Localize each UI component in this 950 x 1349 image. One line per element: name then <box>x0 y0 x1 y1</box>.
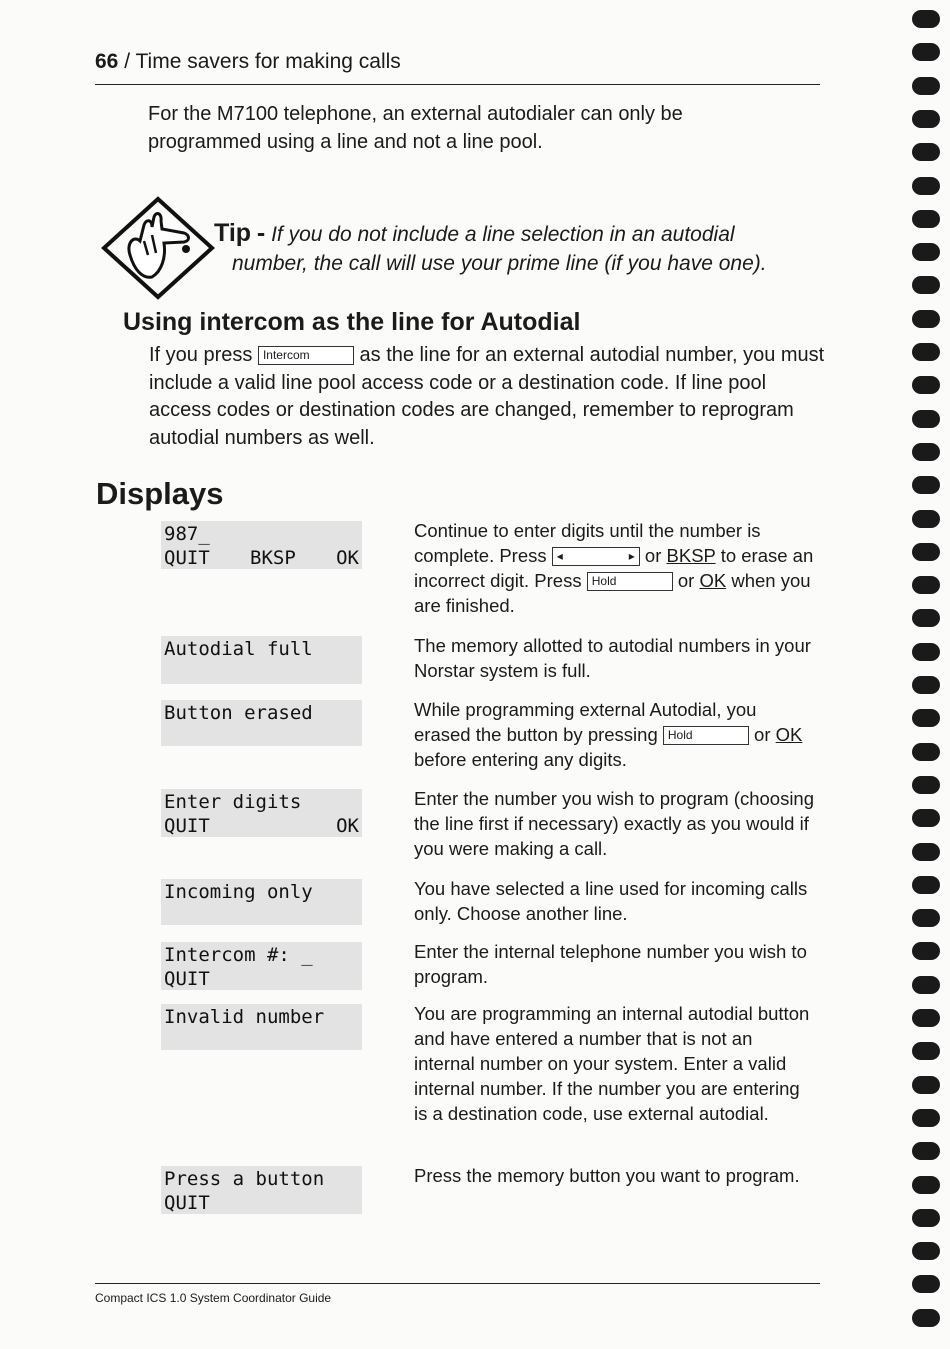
intercom-text-after: as the line for an external autodial number, you must include a valid line pool access code or a destination code. If line pool access codes or destination codes are changed, remember to reprogram autodial numbers as well. <box>149 344 825 449</box>
tip-line-2: number, the call will use your prime line (if you have one). <box>232 252 767 275</box>
softkey-quit: QUIT <box>164 815 210 837</box>
display-line: 987_ <box>164 523 210 545</box>
softkey-quit: QUIT <box>164 968 210 990</box>
binding-loop <box>912 876 940 894</box>
lcd-display <box>161 1004 362 1050</box>
softkey-quit: QUIT <box>164 547 210 569</box>
display-description: You are programming an internal autodial button and have entered a number that is not an internal number on your system. Enter a valid internal number. If the number you are entering is a destination code, use external autodial. <box>414 1003 810 1124</box>
display-description: Press the memory button you want to program. <box>414 1165 800 1186</box>
desc-text: when you are finished. <box>414 570 811 616</box>
softkey-quit: QUIT <box>164 1192 210 1214</box>
display-line: Press a button <box>164 1168 325 1190</box>
desc-text: Continue to enter digits until the number is complete. Press <box>414 520 761 566</box>
binding-loop <box>912 1176 940 1194</box>
binding-loop <box>912 243 940 261</box>
softkey-bksp: BKSP <box>250 547 296 569</box>
binding-loop <box>912 609 940 627</box>
binding-loop <box>912 177 940 195</box>
lcd-display <box>161 700 362 746</box>
desc-text: or <box>677 570 695 591</box>
tip-label: Tip <box>214 219 252 247</box>
binding-loop <box>912 476 940 494</box>
display-description <box>414 697 814 772</box>
binding-loop <box>912 310 940 328</box>
intro-paragraph: For the M7100 telephone, an external autodialer can only be programmed using a line and not a line pool. <box>148 103 683 153</box>
hold-key: Hold <box>587 572 673 591</box>
display-description: The memory allotted to autodial numbers in your Norstar system is full. <box>414 635 811 681</box>
speaker-high-icon: ▸ <box>628 549 635 563</box>
binding-loop <box>912 776 940 794</box>
lcd-display <box>161 879 362 925</box>
lcd-display <box>161 521 362 569</box>
intercom-key: Intercom <box>258 346 354 365</box>
displays-heading: Displays <box>96 476 224 511</box>
lcd-display <box>161 942 362 990</box>
binding-loop <box>912 143 940 161</box>
volume-bar-key <box>552 547 640 566</box>
display-description <box>414 518 814 618</box>
binding-loop <box>912 1275 940 1293</box>
binding-loop <box>912 1009 940 1027</box>
softkey-ok: OK <box>336 815 359 837</box>
binding-loop <box>912 843 940 861</box>
display-description: Enter the number you wish to program (choosing the line first if necessary) exactly as you would if you were making a call. <box>414 788 815 859</box>
binding-loop <box>912 909 940 927</box>
desc-text: before entering any digits. <box>414 749 627 770</box>
binding-loop <box>912 1309 940 1327</box>
binding-loop <box>912 343 940 361</box>
footer-text: Compact ICS 1.0 System Coordinator Guide <box>95 1291 332 1305</box>
binding-loop <box>912 1209 940 1227</box>
binding-loop <box>912 576 940 594</box>
binding-loop <box>912 1242 940 1260</box>
tip-callout <box>214 219 824 278</box>
display-description: You have selected a line used for incoming calls only. Choose another line. <box>414 878 808 924</box>
binding-loop <box>912 43 940 61</box>
binding-loop <box>912 410 940 428</box>
binding-loop <box>912 709 940 727</box>
section-heading-intercom: Using intercom as the line for Autodial <box>123 308 581 336</box>
tip-line-1: If you do not include a line selection in an autodial <box>271 223 735 246</box>
speaker-low-icon: ◂ <box>556 549 563 563</box>
footer-rule <box>95 1283 820 1284</box>
hand-pointer-diamond-icon <box>100 195 216 301</box>
softkey-ok: OK <box>336 547 359 569</box>
intercom-paragraph <box>149 342 829 452</box>
desc-text: to erase an incorrect digit. Press <box>414 545 814 591</box>
lcd-display <box>161 1166 362 1214</box>
display-line: Intercom #: _ <box>164 944 313 966</box>
binding-loop <box>912 1142 940 1160</box>
binding-loop <box>912 543 940 561</box>
spiral-binding <box>905 0 950 1349</box>
page-header <box>95 50 401 74</box>
header-title: / Time savers for making calls <box>124 50 401 73</box>
binding-loop <box>912 376 940 394</box>
ok-softkey-label: OK <box>775 724 803 745</box>
display-line: Enter digits <box>164 791 302 813</box>
binding-loop <box>912 643 940 661</box>
page-number: 66 <box>95 50 119 73</box>
tip-dash: - <box>256 219 266 247</box>
binding-loop <box>912 276 940 294</box>
binding-loop <box>912 510 940 528</box>
binding-loop <box>912 743 940 761</box>
binding-loop <box>912 976 940 994</box>
binding-loop <box>912 77 940 95</box>
binding-loop <box>912 942 940 960</box>
display-line: Button erased <box>164 702 313 724</box>
desc-text: or <box>644 545 662 566</box>
binding-loop <box>912 676 940 694</box>
display-line: Invalid number <box>164 1006 325 1028</box>
binding-loop <box>912 110 940 128</box>
header-rule <box>95 84 820 85</box>
display-line: Autodial full <box>164 638 313 660</box>
binding-loop <box>912 443 940 461</box>
desc-text: or <box>754 724 771 745</box>
binding-loop <box>912 10 940 28</box>
desc-text: While programming external Autodial, you erased the button by pressing <box>414 699 757 745</box>
binding-loop <box>912 1109 940 1127</box>
binding-loop <box>912 809 940 827</box>
binding-loop <box>912 1042 940 1060</box>
bksp-softkey-label: BKSP <box>666 545 716 566</box>
display-line: Incoming only <box>164 881 313 903</box>
binding-loop <box>912 210 940 228</box>
binding-loop <box>912 1076 940 1094</box>
intercom-text-before: If you press <box>149 344 253 366</box>
lcd-display <box>161 789 362 837</box>
hold-key: Hold <box>663 726 749 745</box>
lcd-display <box>161 636 362 684</box>
ok-softkey-label: OK <box>699 570 727 591</box>
display-description: Enter the internal telephone number you wish to program. <box>414 941 807 987</box>
